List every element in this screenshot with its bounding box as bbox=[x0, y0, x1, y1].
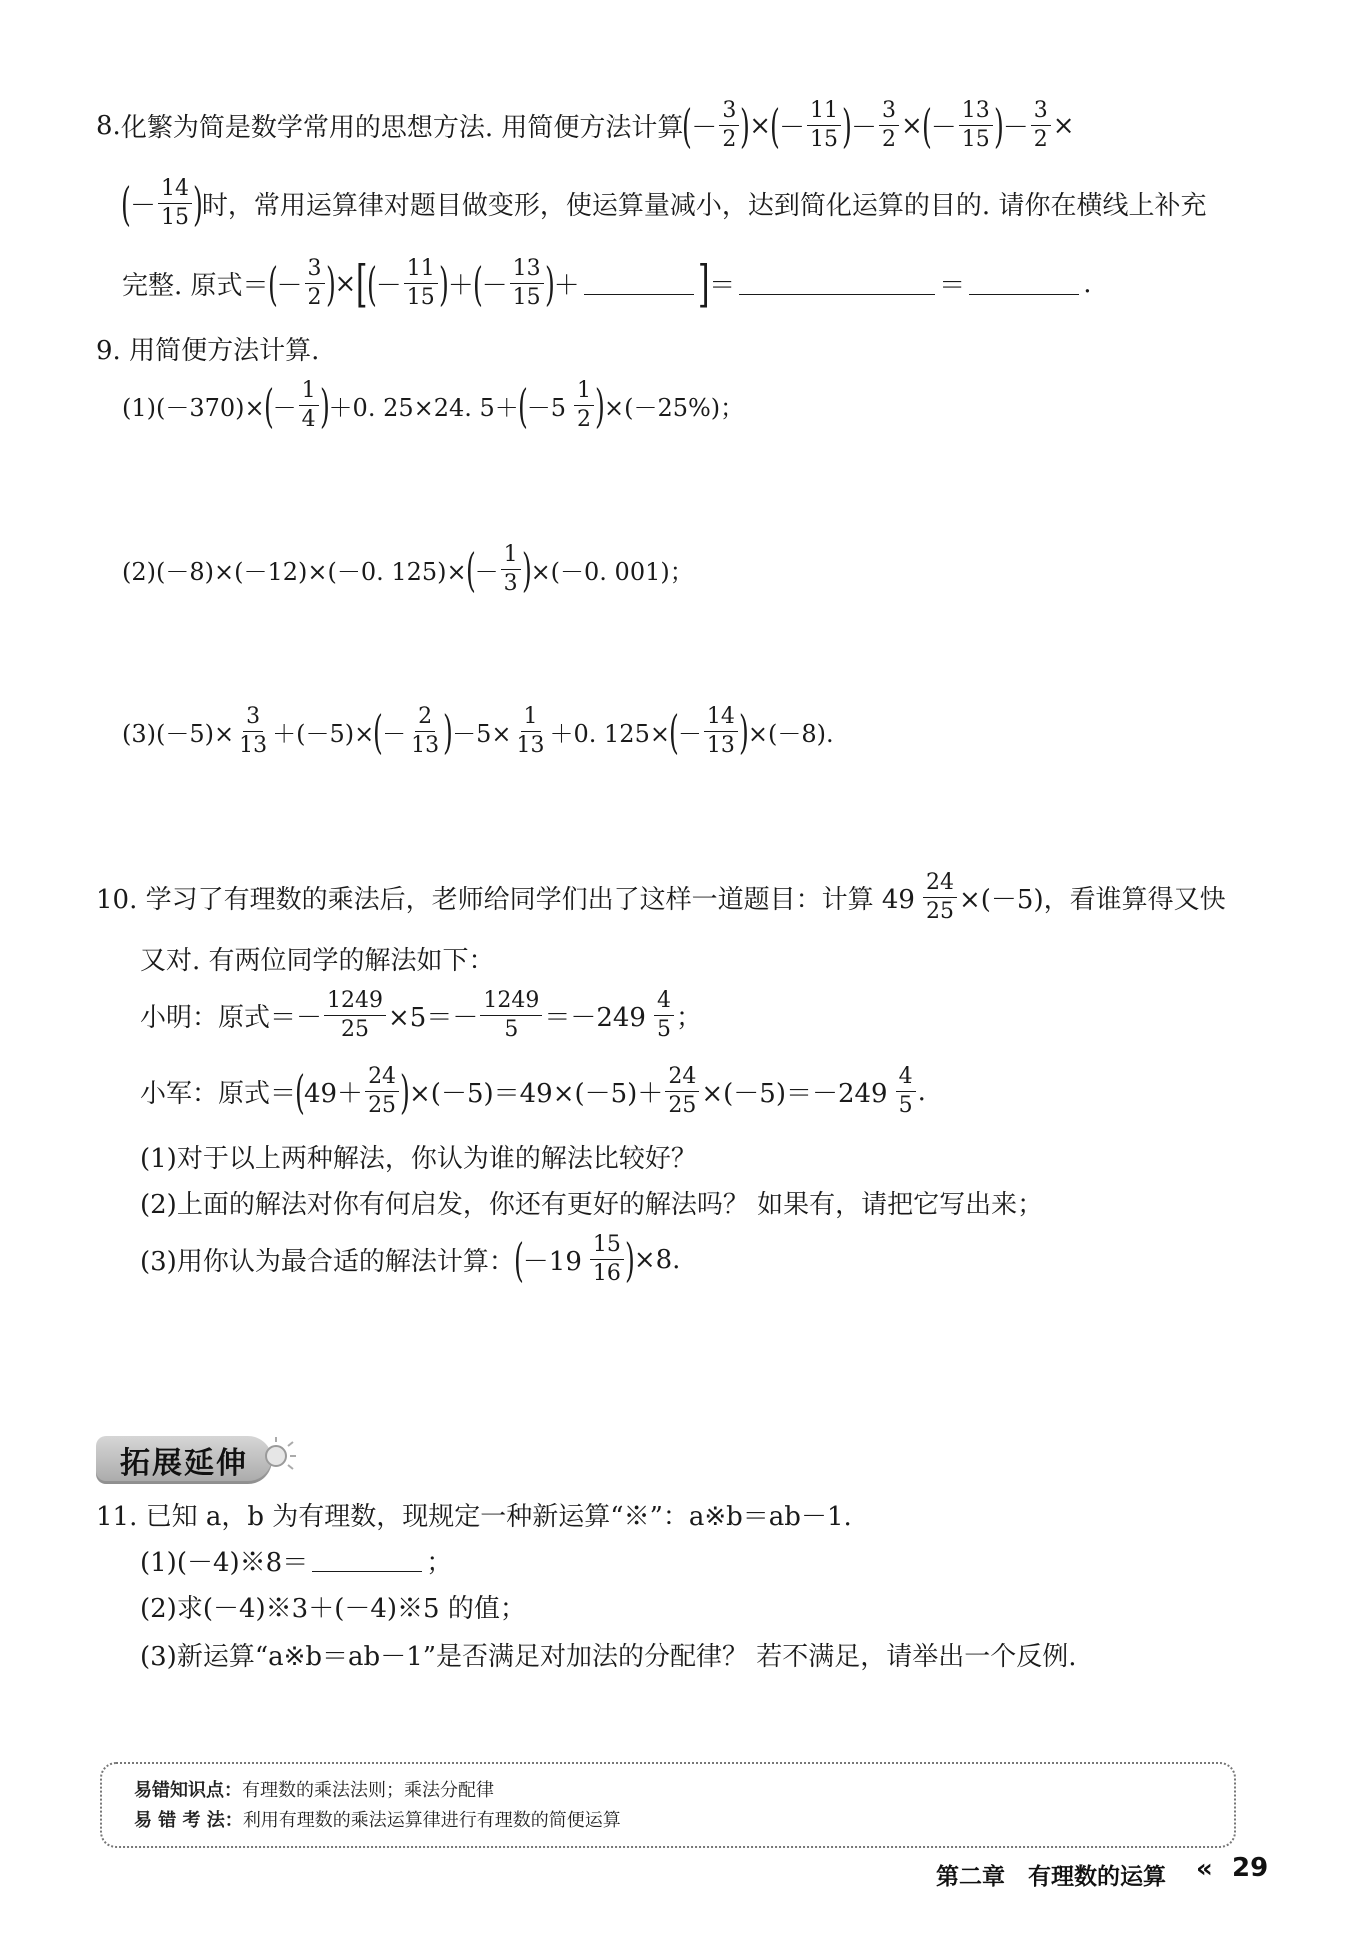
q9-part1: (1)(－370)× ( － $\frac{1}{4}$ ) ＋0. 25×24. 5＋ ( －5 $\frac{1}{2}$ ) ×(－25%)； bbox=[122, 378, 745, 433]
q8-line2: ( － $\frac{14}{15}$ ) 时，常用运算律对题目做变形，使运算量减小，达到简化运算的目的. 请你在横线上补充 bbox=[121, 176, 1207, 231]
fraction: $\frac{14}{13}$ bbox=[704, 706, 738, 757]
q11-sub1: (1)(－4)※8＝ ； bbox=[140, 1548, 453, 1578]
fraction: $\frac{1249}{25}$ bbox=[324, 990, 386, 1041]
q10-xiaoming: 小明：原式＝－ $\frac{1249}{25}$ ×5＝－ $\frac{1249}{5}$ ＝－249 $\frac{4}{5}$ ； bbox=[140, 988, 702, 1042]
q8-text-1: 化繁为简是数学常用的思想方法. 用简便方法计算 bbox=[120, 113, 684, 143]
fraction: $\frac{1249}{5}$ bbox=[480, 990, 542, 1041]
fraction: $\frac{13}{15}$ bbox=[510, 258, 544, 309]
q8-text-3: 完整. 原式＝ bbox=[122, 271, 269, 301]
q8-line3: 完整. 原式＝ ( － $\frac{3}{2}$ ) × [ ( － $\frac{11}{15}$ ) ＋ ( － $\frac{13}{15}$ ) ＋ ] ＝ ＝ . bbox=[122, 254, 1092, 313]
q10-sub2: (2)上面的解法对你有何启发，你还有更好的解法吗？ 如果有，请把它写出来； bbox=[140, 1190, 1044, 1220]
answer-blank[interactable] bbox=[312, 1549, 422, 1572]
fraction: $\frac{2}{13}$ bbox=[411, 704, 440, 758]
fraction: $\frac{1}{13}$ bbox=[516, 704, 545, 758]
lightbulb-icon bbox=[258, 1436, 298, 1476]
fraction: $\frac{15}{16}$ bbox=[590, 1234, 624, 1285]
q9-part3: (3)(－5)× $\frac{3}{13}$ ＋(－5)× ( － $\frac{2}{13}$ ) －5× $\frac{1}{13}$ ＋0. 125× ( － $\frac{14}{13}$ ) ×(－8). bbox=[122, 704, 834, 759]
fraction: $\frac{24}{25}$ bbox=[665, 1066, 699, 1117]
fraction: $\frac{3}{2}$ bbox=[305, 258, 325, 309]
fraction: $\frac{3}{13}$ bbox=[239, 704, 268, 758]
page-number: 29 bbox=[1232, 1853, 1269, 1883]
fraction: $\frac{1}{2}$ bbox=[574, 380, 594, 431]
error-method-note bbox=[134, 1806, 621, 1832]
answer-blank[interactable] bbox=[584, 272, 694, 295]
error-tips-box bbox=[100, 1762, 1236, 1848]
q8-line1: 8. 化繁为简是数学常用的思想方法. 用简便方法计算 ( － $\frac{3}{2}$ ) × ( － $\frac{11}{15}$ ) － $\frac{3}{2}$ × ( － $\frac{13}{15}$ ) － $\frac{3}{2}$ × bbox=[96, 98, 1075, 153]
q10-sub3: (3)用你认为最合适的解法计算： ( －19 $\frac{15}{16}$ ) ×8. bbox=[140, 1232, 681, 1287]
q10-xiaojun: 小军：原式＝ ( 49＋ $\frac{24}{25}$ ) ×(－5)＝49×(－5)＋ $\frac{24}{25}$ ×(－5)＝－249 $\frac{4}{5}$ . bbox=[140, 1064, 926, 1119]
fraction: $\frac{11}{15}$ bbox=[807, 100, 841, 151]
fraction: $\frac{3}{2}$ bbox=[879, 100, 899, 151]
chapter-title: 第二章 有理数的运算 bbox=[936, 1864, 1166, 1890]
q9-title: 9. 用简便方法计算. bbox=[96, 336, 320, 366]
fraction: $\frac{14}{15}$ bbox=[158, 178, 192, 229]
fraction: $\frac{1}{3}$ bbox=[501, 544, 521, 595]
fraction: $\frac{1}{4}$ bbox=[299, 380, 319, 431]
answer-blank[interactable] bbox=[739, 272, 935, 295]
section-banner bbox=[96, 1436, 272, 1484]
q9-part2: (2)(－8)×(－12)×(－0. 125)× ( － $\frac{1}{3}$ ) ×(－0. 001)； bbox=[122, 542, 694, 597]
note-text: 利用有理数的乘法运算律进行有理数的简便运算 bbox=[242, 1810, 621, 1831]
fraction: $\frac{3}{2}$ bbox=[719, 100, 739, 151]
note-text: 有理数的乘法法则；乘法分配律 bbox=[242, 1780, 494, 1801]
q10-line2: 又对. 有两位同学的解法如下： bbox=[140, 946, 495, 976]
fraction: $\frac{3}{2}$ bbox=[1031, 100, 1051, 151]
note-label: 易 错 考 法： bbox=[134, 1810, 243, 1831]
section-title: 拓展延伸 bbox=[120, 1446, 248, 1481]
q11-sub2: (2)求(－4)※3＋(－4)※5 的值； bbox=[140, 1594, 526, 1624]
q11-line1: 11. 已知 a，b 为有理数，现规定一种新运算“※”：a※b＝ab－1. bbox=[96, 1502, 852, 1532]
fraction: $\frac{11}{15}$ bbox=[404, 258, 438, 309]
q8-number: 8. bbox=[96, 110, 121, 141]
note-label: 易错知识点： bbox=[134, 1780, 242, 1801]
error-knowledge-note bbox=[134, 1776, 494, 1802]
fraction: $\frac{24}{25}$ bbox=[923, 872, 957, 923]
q8-text-2: 时，常用运算律对题目做变形，使运算量减小，达到简化运算的目的. 请你在横线上补充 bbox=[201, 191, 1207, 221]
fraction: $\frac{24}{25}$ bbox=[365, 1066, 399, 1117]
fraction: $\frac{4}{5}$ bbox=[896, 1066, 916, 1117]
q10-line1: 10. 学习了有理数的乘法后，老师给同学们出了这样一道题目：计算 49 $\frac{24}{25}$ ×(－5)，看谁算得又快 bbox=[96, 870, 1226, 924]
q10-sub1: (1)对于以上两种解法，你认为谁的解法比较好？ bbox=[140, 1144, 697, 1174]
double-chevron-icon: « bbox=[1196, 1854, 1213, 1884]
q11-sub3: (3)新运算“a※b＝ab－1”是否满足对加法的分配律？ 若不满足，请举出一个反例. bbox=[140, 1642, 1077, 1672]
fraction: $\frac{4}{5}$ bbox=[654, 990, 674, 1041]
fraction: $\frac{13}{15}$ bbox=[959, 100, 993, 151]
answer-blank[interactable] bbox=[969, 272, 1079, 295]
